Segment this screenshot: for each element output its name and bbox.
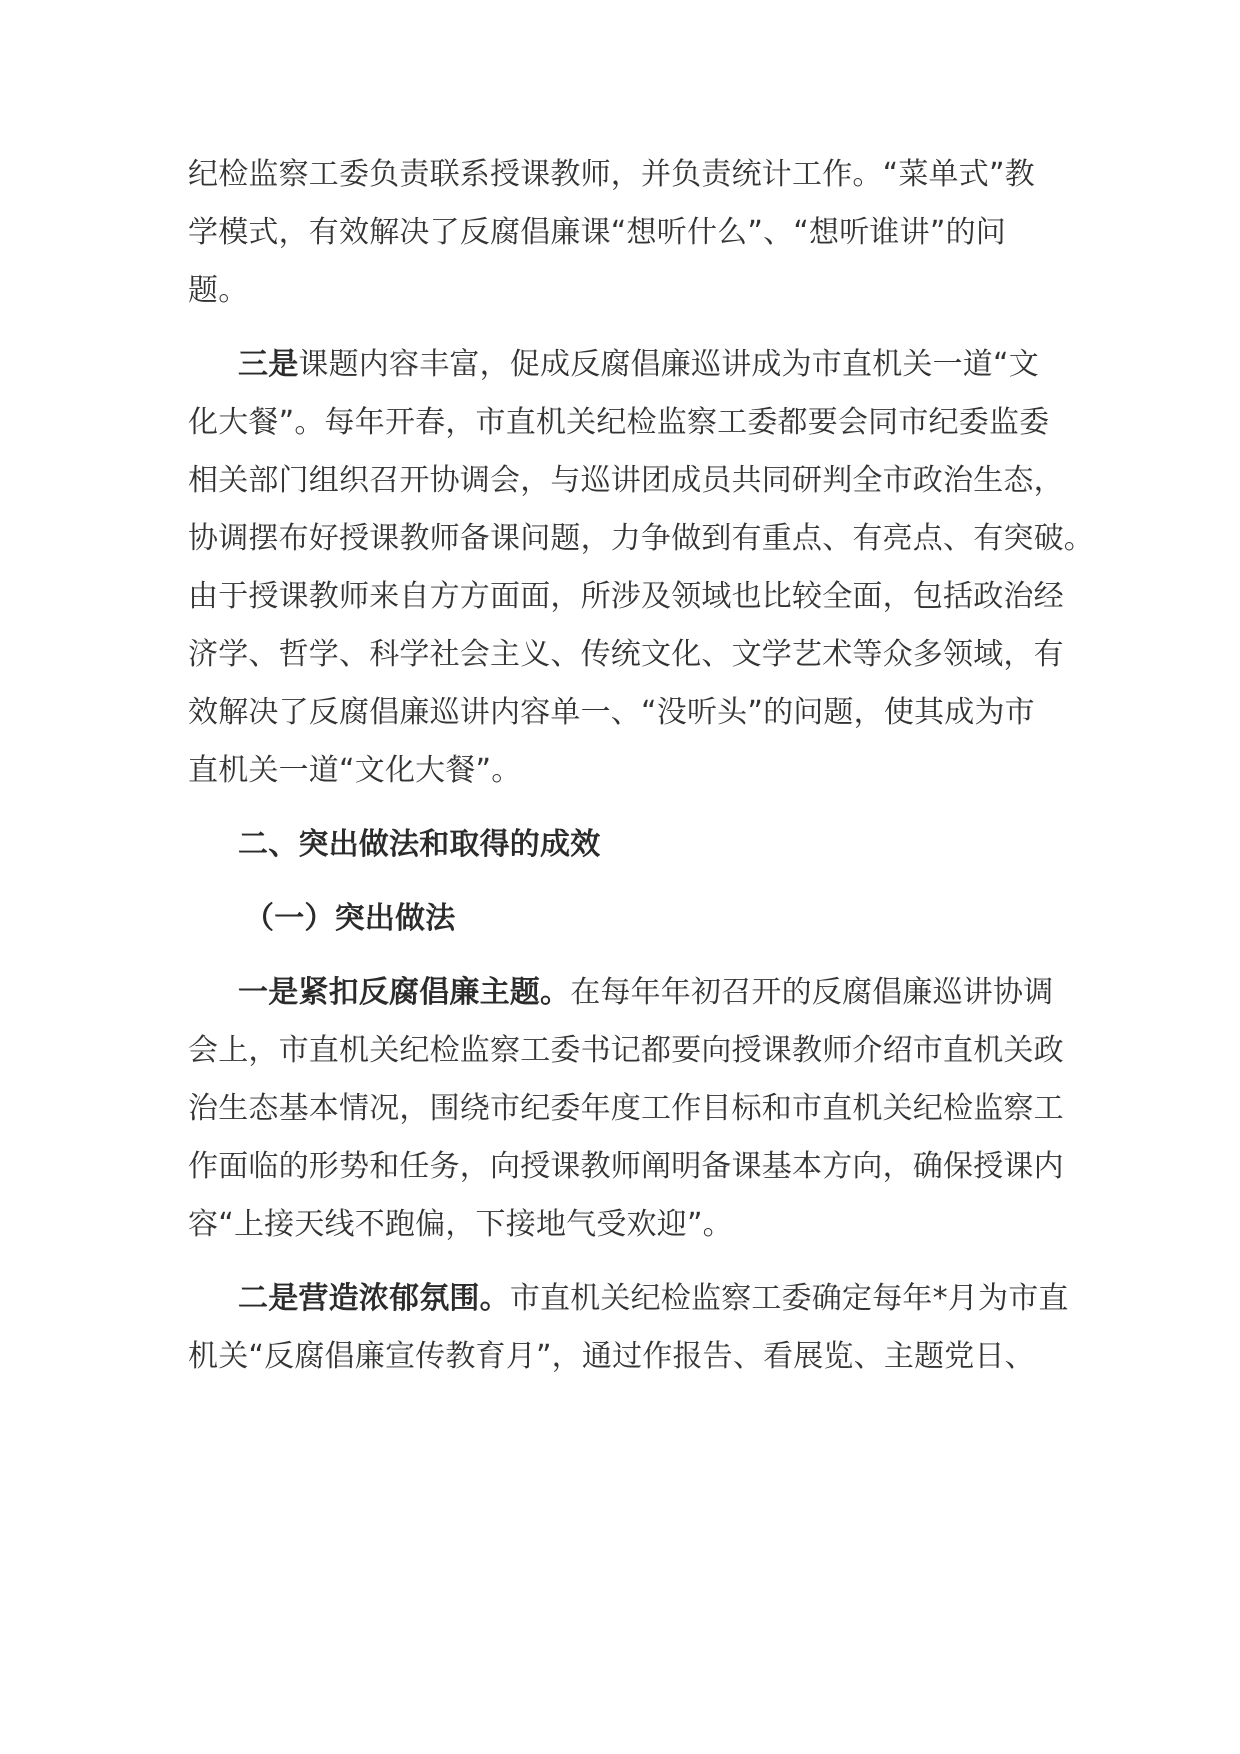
paragraph-line: 三是课题内容丰富，促成反腐倡廉巡讲成为市直机关一道“文 [238, 347, 1039, 382]
point-label: 三是 [238, 347, 299, 382]
paragraph-line: 学模式，有效解决了反腐倡廉课“想听什么”、“想听谁讲”的问 [188, 215, 1006, 250]
point-label: 一是紧扣反腐倡廉主题。 [238, 975, 571, 1010]
point-label: 二是营造浓郁氛围。 [238, 1281, 510, 1316]
paragraph-line: 一是紧扣反腐倡廉主题。在每年年初召开的反腐倡廉巡讲协调 [238, 975, 1054, 1010]
paragraph-line: 机关“反腐倡廉宣传教育月”，通过作报告、看展览、主题党日、 [188, 1339, 1035, 1374]
paragraph-line: 纪检监察工委负责联系授课教师，并负责统计工作。“菜单式”教 [188, 157, 1035, 192]
section-heading: 二、突出做法和取得的成效 [238, 827, 601, 862]
subsection-heading: （一）突出做法 [244, 901, 456, 936]
paragraph-line: 化大餐”。每年开春，市直机关纪检监察工委都要会同市纪委监委 [188, 405, 1050, 440]
paragraph-line: 作面临的形势和任务，向授课教师阐明备课基本方向，确保授课内 [188, 1149, 1064, 1184]
paragraph-line: 效解决了反腐倡廉巡讲内容单一、“没听头”的问题，使其成为市 [188, 695, 1035, 730]
paragraph-line: 二是营造浓郁氛围。市直机关纪检监察工委确定每年*月为市直 [238, 1281, 1069, 1316]
paragraph-line: 济学、哲学、科学社会主义、传统文化、文学艺术等众多领域，有 [188, 637, 1064, 672]
paragraph-line: 协调摆布好授课教师备课问题，力争做到有重点、有亮点、有突破。 [188, 521, 1094, 556]
paragraph-line: 容“上接天线不跑偏，下接地气受欢迎”。 [188, 1207, 733, 1242]
paragraph-line: 治生态基本情况，围绕市纪委年度工作目标和市直机关纪检监察工 [188, 1091, 1064, 1126]
paragraph-line: 相关部门组织召开协调会，与巡讲团成员共同研判全市政治生态， [188, 463, 1064, 498]
paragraph-line: 直机关一道“文化大餐”。 [188, 753, 522, 788]
paragraph-line: 会上，市直机关纪检监察工委书记都要向授课教师介绍市直机关政 [188, 1033, 1064, 1068]
paragraph-line: 由于授课教师来自方方面面，所涉及领域也比较全面，包括政治经 [188, 579, 1064, 614]
paragraph-line: 题。 [188, 273, 249, 308]
